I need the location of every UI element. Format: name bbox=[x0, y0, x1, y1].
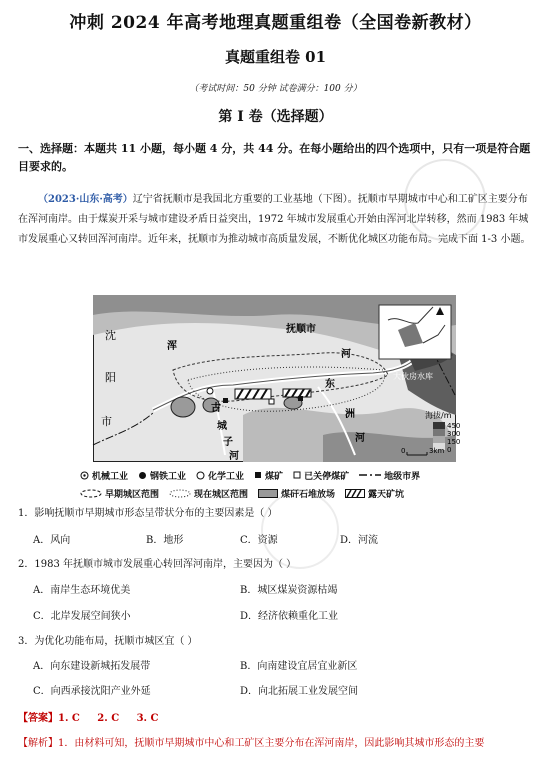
question-1-option-c[interactable]: C．资源 bbox=[240, 535, 278, 546]
scale-start: 0 bbox=[401, 447, 406, 455]
machinery-icon bbox=[80, 471, 89, 480]
question-2-option-a[interactable]: A．南岸生态环境优美 bbox=[33, 585, 131, 596]
steel-icon bbox=[138, 471, 147, 480]
question-3-stem: 3．为优化功能布局，抚顺市城区宜（ ） bbox=[18, 636, 198, 647]
map-label-cheng: 城 bbox=[217, 421, 227, 432]
map-label-gu: 古 bbox=[211, 403, 221, 414]
question-3-option-a[interactable]: A．向东建设新城拓发展带 bbox=[33, 661, 151, 672]
question-1-stem: 1．影响抚顺市早期城市形态呈带状分布的主要因素是（ ） bbox=[18, 508, 278, 519]
map-label-he2: 河 bbox=[355, 433, 365, 444]
legend-steel: 钢铁工业 bbox=[138, 469, 186, 482]
coal-mine-icon bbox=[254, 471, 262, 479]
legend-early-urban: 早期城区范围 bbox=[80, 487, 159, 500]
map-label-fushun: 抚顺市 bbox=[286, 324, 316, 335]
analysis-text: 【解析】1．由材料可知，抚顺市早期城市中心和工矿区主要分布在浑河南岸，因此影响其城市形态的主要 bbox=[18, 738, 485, 749]
map-label-dong: 东 bbox=[325, 379, 335, 390]
reading-passage bbox=[18, 190, 533, 250]
fushun-map bbox=[93, 295, 461, 462]
question-3-option-b[interactable]: B．向南建设宜居宜业新区 bbox=[240, 661, 358, 672]
map-label-yang: 阳 bbox=[105, 371, 116, 384]
question-3-option-c[interactable]: C．向西承接沈阳产业外延 bbox=[33, 686, 151, 697]
map-label-he3: 河 bbox=[229, 451, 239, 462]
elevation-tick-450: 450 bbox=[447, 422, 461, 430]
passage-source: （2023·山东·高考） bbox=[38, 194, 133, 205]
elevation-tick-300: 300 bbox=[447, 430, 461, 438]
legend-city-boundary: 地级市界 bbox=[359, 469, 420, 482]
scale-end: 3km bbox=[429, 447, 445, 455]
question-1-option-a[interactable]: A．风向 bbox=[33, 535, 71, 546]
document-title: 冲刺 2024 年高考地理真题重组卷（全国卷新教材） bbox=[69, 13, 482, 33]
map-label-zhou: 洲 bbox=[345, 409, 355, 420]
map-label-reservoir: 大伙房水库 bbox=[393, 372, 433, 381]
map-label-he1: 河 bbox=[341, 349, 351, 360]
elevation-title: 海拔/m bbox=[425, 411, 452, 420]
gangue-yard-icon bbox=[258, 489, 278, 498]
current-urban-icon bbox=[169, 489, 191, 498]
map-label-hun: 浑 bbox=[167, 341, 177, 352]
closed-mine-icon bbox=[293, 471, 301, 479]
question-3-option-d[interactable]: D．向北拓展工业发展空间 bbox=[240, 686, 359, 697]
legend-gangue-yard: 煤矸石堆放场 bbox=[258, 487, 335, 500]
open-pit-icon bbox=[345, 489, 365, 498]
passage-text: 辽宁省抚顺市是我国北方重要的工业基地（下图）。抚顺市早期城市中心和工矿区主要分布在浑河南岸。由于煤炭开采与城市建设矛盾日益突出，1972 年城市发展重心开始由浑河北岸转移，然而 1983 年城市发展重心又转回浑河南岸。近年来，抚顺市为推动城市高质量发展，不断优化城区功能布局。完成下面 1-3 小题。 bbox=[18, 194, 531, 245]
elevation-tick-150: 150 bbox=[447, 438, 461, 446]
question-2-option-d[interactable]: D．经济依赖重化工业 bbox=[240, 611, 339, 622]
legend-row bbox=[80, 466, 500, 484]
question-2-stem: 2．1983 年抚顺市城市发展重心转回浑河南岸，主要因为（ ） bbox=[18, 559, 297, 570]
map-label-shi: 市 bbox=[101, 415, 112, 428]
elevation-tick-0: 0 bbox=[447, 446, 452, 454]
exam-info: （考试时间：50 分钟 试卷满分：100 分） bbox=[189, 84, 362, 94]
legend-coal-mine: 煤矿 bbox=[254, 469, 283, 482]
question-1-option-b[interactable]: B．地形 bbox=[146, 535, 184, 546]
question-1-option-d[interactable]: D．河流 bbox=[340, 535, 379, 546]
map-label-zi: 子 bbox=[223, 437, 233, 448]
map-legend bbox=[80, 466, 500, 502]
question-2-option-b[interactable]: B．城区煤炭资源枯竭 bbox=[240, 585, 338, 596]
answer-key: 【答案】1. C 2. C 3. C bbox=[18, 713, 159, 724]
legend-current-urban: 现在城区范围 bbox=[169, 487, 248, 500]
legend-chemical: 化学工业 bbox=[196, 469, 244, 482]
question-2-option-c[interactable]: C．北岸发展空间狭小 bbox=[33, 611, 131, 622]
instructions: 一、选择题：本题共 11 小题，每小题 4 分，共 44 分。在每小题给出的四个选项中，只有一项是符合题目要求的。 bbox=[18, 142, 531, 173]
legend-closed-mine: 已关停煤矿 bbox=[293, 469, 349, 482]
legend-open-pit: 露天矿坑 bbox=[345, 487, 404, 500]
chemical-icon bbox=[196, 471, 205, 480]
document-subtitle: 真题重组卷 01 bbox=[224, 48, 327, 66]
legend-machinery: 机械工业 bbox=[80, 469, 128, 482]
boundary-line-icon bbox=[359, 472, 381, 478]
early-urban-icon bbox=[80, 489, 102, 498]
legend-row bbox=[80, 484, 500, 502]
section-heading: 第 I 卷（选择题） bbox=[218, 109, 333, 125]
map-label-shen: 沈 bbox=[105, 329, 116, 342]
